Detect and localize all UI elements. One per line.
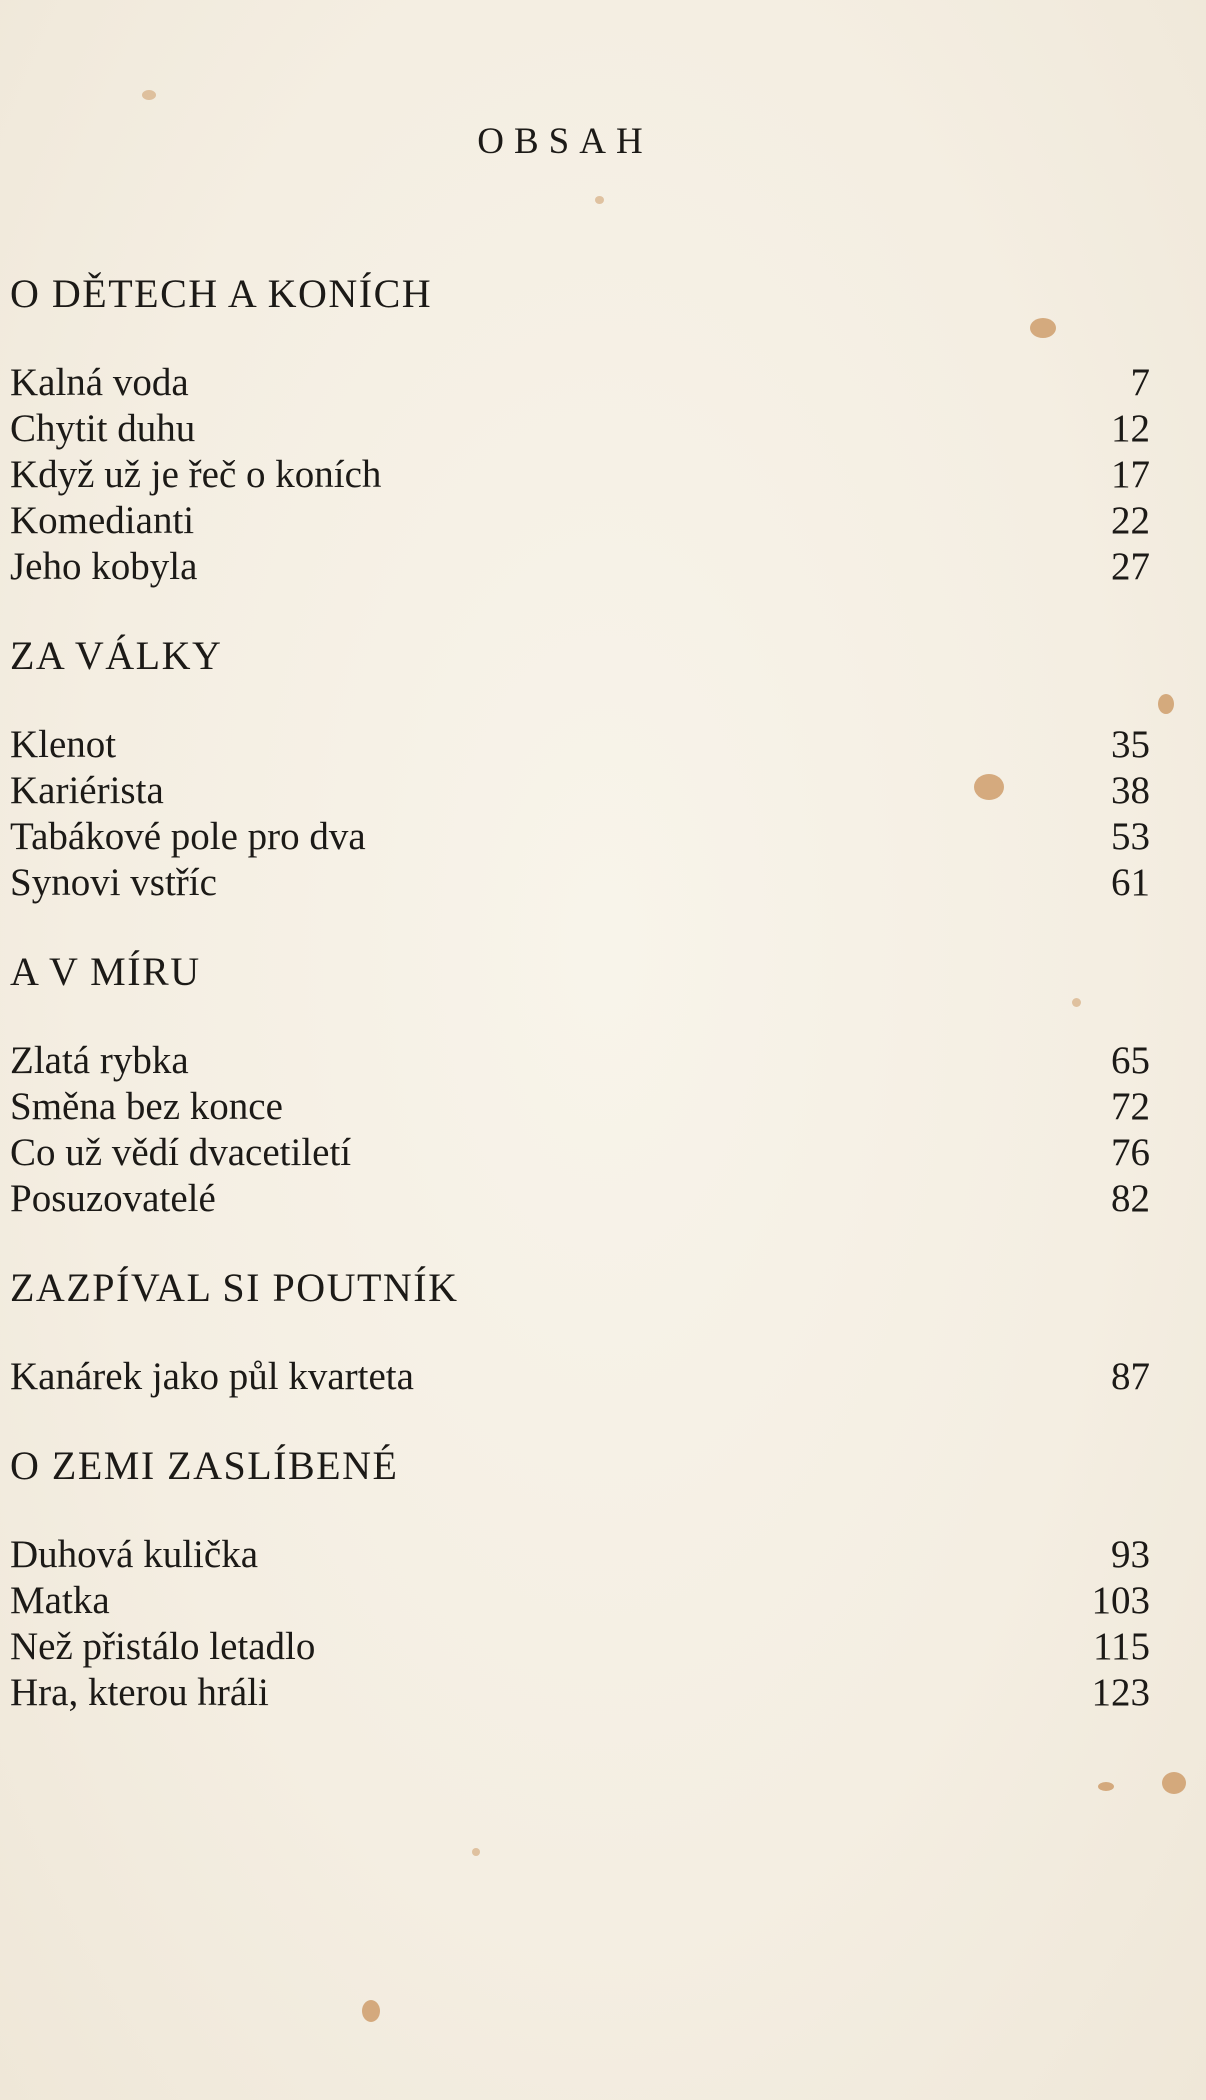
entry-title: Duhová kulička bbox=[10, 1533, 259, 1576]
toc-entry bbox=[10, 1670, 1150, 1716]
entry-page-number: 22 bbox=[1111, 499, 1150, 542]
foxing-spot bbox=[1162, 1772, 1186, 1794]
toc-section bbox=[10, 1442, 1150, 1716]
entry-title: Kariérista bbox=[10, 769, 164, 812]
toc-entry bbox=[10, 1176, 1150, 1222]
toc-section bbox=[10, 270, 1150, 590]
toc-entry bbox=[10, 1084, 1150, 1130]
toc-section bbox=[10, 1264, 1150, 1400]
entry-page-number: 72 bbox=[1111, 1085, 1150, 1128]
foxing-spot bbox=[1158, 694, 1174, 714]
entry-title: Hra, kterou hráli bbox=[10, 1671, 269, 1714]
foxing-spot bbox=[362, 2000, 380, 2022]
toc-section bbox=[10, 632, 1150, 906]
toc-entry bbox=[10, 1578, 1150, 1624]
toc-entry bbox=[10, 768, 1150, 814]
section-heading: O ZEMI ZASLÍBENÉ bbox=[10, 1443, 399, 1488]
toc-entry bbox=[10, 1532, 1150, 1578]
toc-entry bbox=[10, 360, 1150, 406]
entry-page-number: 38 bbox=[1111, 769, 1150, 812]
entry-title: Co už vědí dvacetiletí bbox=[10, 1131, 352, 1174]
entry-title: Klenot bbox=[10, 723, 117, 766]
toc-section bbox=[10, 948, 1150, 1222]
entry-title: Tabákové pole pro dva bbox=[10, 815, 366, 858]
section-heading: ZA VÁLKY bbox=[10, 633, 223, 678]
entry-page-number: 103 bbox=[1091, 1579, 1150, 1622]
toc-entry bbox=[10, 722, 1150, 768]
entry-page-number: 93 bbox=[1111, 1533, 1150, 1576]
entry-page-number: 53 bbox=[1111, 815, 1150, 858]
section-heading: ZAZPÍVAL SI POUTNÍK bbox=[10, 1265, 459, 1310]
foxing-spot bbox=[472, 1848, 480, 1856]
foxing-spot bbox=[595, 196, 604, 204]
foxing-spot bbox=[142, 90, 156, 100]
toc-entry bbox=[10, 1130, 1150, 1176]
entry-page-number: 123 bbox=[1091, 1671, 1150, 1714]
toc-entry bbox=[10, 1038, 1150, 1084]
toc-entry bbox=[10, 1354, 1150, 1400]
entry-title: Než přistálo letadlo bbox=[10, 1625, 316, 1668]
entry-page-number: 82 bbox=[1111, 1177, 1150, 1220]
entry-page-number: 76 bbox=[1111, 1131, 1150, 1174]
entry-title: Kanárek jako půl kvarteta bbox=[10, 1355, 414, 1398]
entry-title: Chytit duhu bbox=[10, 407, 196, 450]
entry-page-number: 7 bbox=[1130, 361, 1150, 404]
entry-title: Směna bez konce bbox=[10, 1085, 283, 1128]
page-title: OBSAH bbox=[477, 121, 653, 162]
foxing-spot bbox=[1098, 1782, 1114, 1791]
toc-entry bbox=[10, 406, 1150, 452]
entry-page-number: 115 bbox=[1092, 1625, 1150, 1668]
entry-title: Zlatá rybka bbox=[10, 1039, 189, 1082]
entry-title: Když už je řeč o koních bbox=[10, 453, 382, 496]
entry-page-number: 17 bbox=[1111, 453, 1150, 496]
toc-entry bbox=[10, 814, 1150, 860]
entry-title: Jeho kobyla bbox=[10, 545, 198, 588]
toc-entry bbox=[10, 498, 1150, 544]
entry-title: Synovi vstříc bbox=[10, 861, 217, 904]
entry-page-number: 27 bbox=[1111, 545, 1150, 588]
entry-page-number: 35 bbox=[1111, 723, 1150, 766]
toc-entry bbox=[10, 452, 1150, 498]
entry-page-number: 87 bbox=[1111, 1355, 1150, 1398]
entry-page-number: 12 bbox=[1111, 407, 1150, 450]
entry-title: Posuzovatelé bbox=[10, 1177, 216, 1220]
section-heading: O DĚTECH A KONÍCH bbox=[10, 271, 433, 316]
entry-page-number: 61 bbox=[1111, 861, 1150, 904]
section-heading: A V MÍRU bbox=[10, 949, 201, 994]
toc-entry bbox=[10, 860, 1150, 906]
entry-page-number: 65 bbox=[1111, 1039, 1150, 1082]
table-of-contents bbox=[10, 270, 1150, 1716]
entry-title: Komedianti bbox=[10, 499, 195, 542]
toc-entry bbox=[10, 544, 1150, 590]
toc-entry bbox=[10, 1624, 1150, 1670]
entry-title: Kalná voda bbox=[10, 361, 189, 404]
entry-title: Matka bbox=[10, 1579, 110, 1622]
